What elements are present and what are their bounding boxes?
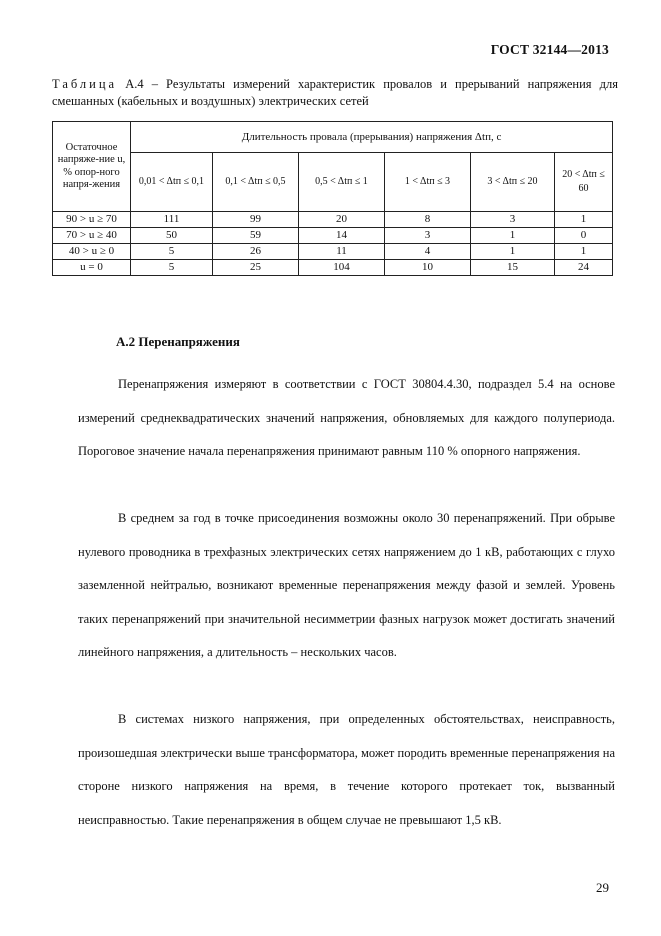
section-title: А.2 Перенапряжения <box>116 334 240 349</box>
column-header: 0,01 < Δtп ≤ 0,1 <box>131 153 213 212</box>
column-header: 20 < Δtп ≤ 60 <box>555 153 613 212</box>
measurement-table <box>52 121 613 276</box>
paragraph: Перенапряжения измеряют в соответствии с ГОСТ 30804.4.30, подраздел 5.4 на основе измерений среднеквадратических значений напряжения, обновляемых для каждого полупериода. Пороговое значение начала перенапряжения принимают равным 110 % опорного напряжения. <box>78 377 615 458</box>
table-cell: 50 <box>131 228 213 244</box>
table-cell: 26 <box>213 244 299 260</box>
column-header: 1 < Δtп ≤ 3 <box>385 153 471 212</box>
table-cell: 0 <box>555 228 613 244</box>
row-label: 40 > u ≥ 0 <box>53 244 131 260</box>
column-header: 3 < Δtп ≤ 20 <box>471 153 555 212</box>
table-cell: 11 <box>299 244 385 260</box>
table-cell: 10 <box>385 260 471 276</box>
document-header-code: ГОСТ 32144—2013 <box>490 42 609 57</box>
table-cell: 1 <box>471 228 555 244</box>
stub-header: Остаточное напряже-ние u, % опор-ного напря-жения <box>53 122 131 212</box>
table-cell: 15 <box>471 260 555 276</box>
caption-word: Таблица <box>52 77 118 91</box>
paragraph: В системах низкого напряжения, при определенных обстоятельствах, неисправность, произошедшая электрически выше трансформатора, может породить временные перенапряжения на стороне низкого напряжения на время, в течение которого протекает ток, вызванный неисправностью. Такие перенапряжения в общем случае не превышают 1,5 кВ. <box>78 712 615 827</box>
table-cell: 104 <box>299 260 385 276</box>
paragraph: В среднем за год в точке присоединения возможны около 30 перенапряжений. При обрыве нулевого проводника в трехфазных электрических сетях напряжением до 1 кВ, работающих с глухо заземленной нейтралью, возникают временные перенапряжения между фазой и землей. Уровень таких перенапряжений при значительной несимметрии фазных нагрузок может достигать значений линейного напряжения, а длительность – нескольких часов. <box>78 511 615 659</box>
table-cell: 59 <box>213 228 299 244</box>
table-row <box>53 244 613 260</box>
table-cell: 3 <box>385 228 471 244</box>
column-header: 0,5 < Δtп ≤ 1 <box>299 153 385 212</box>
table-cell: 99 <box>213 212 299 228</box>
table-cell: 3 <box>471 212 555 228</box>
duration-header: Длительность провала (прерывания) напряжения Δtп, с <box>131 122 613 153</box>
row-label: 70 > u ≥ 40 <box>53 228 131 244</box>
table-row <box>53 212 613 228</box>
table-cell: 111 <box>131 212 213 228</box>
table-row <box>53 260 613 276</box>
row-label: 90 > u ≥ 70 <box>53 212 131 228</box>
table-row <box>53 228 613 244</box>
table-caption <box>52 76 618 110</box>
caption-text: А.4 – Результаты измерений характеристик провалов и прерываний напряжения для смешанных (кабельных и воздушных) электрических сетей <box>52 77 619 108</box>
column-header: 0,1 < Δtп ≤ 0,5 <box>213 153 299 212</box>
table-cell: 1 <box>555 244 613 260</box>
table-cell: 4 <box>385 244 471 260</box>
table-cell: 25 <box>213 260 299 276</box>
table-cell: 5 <box>131 260 213 276</box>
page-number: 29 <box>596 880 609 895</box>
table-cell: 20 <box>299 212 385 228</box>
table-cell: 1 <box>471 244 555 260</box>
table-cell: 8 <box>385 212 471 228</box>
table-cell: 24 <box>555 260 613 276</box>
table-cell: 14 <box>299 228 385 244</box>
table-cell: 5 <box>131 244 213 260</box>
row-label: u = 0 <box>53 260 131 276</box>
table-cell: 1 <box>555 212 613 228</box>
